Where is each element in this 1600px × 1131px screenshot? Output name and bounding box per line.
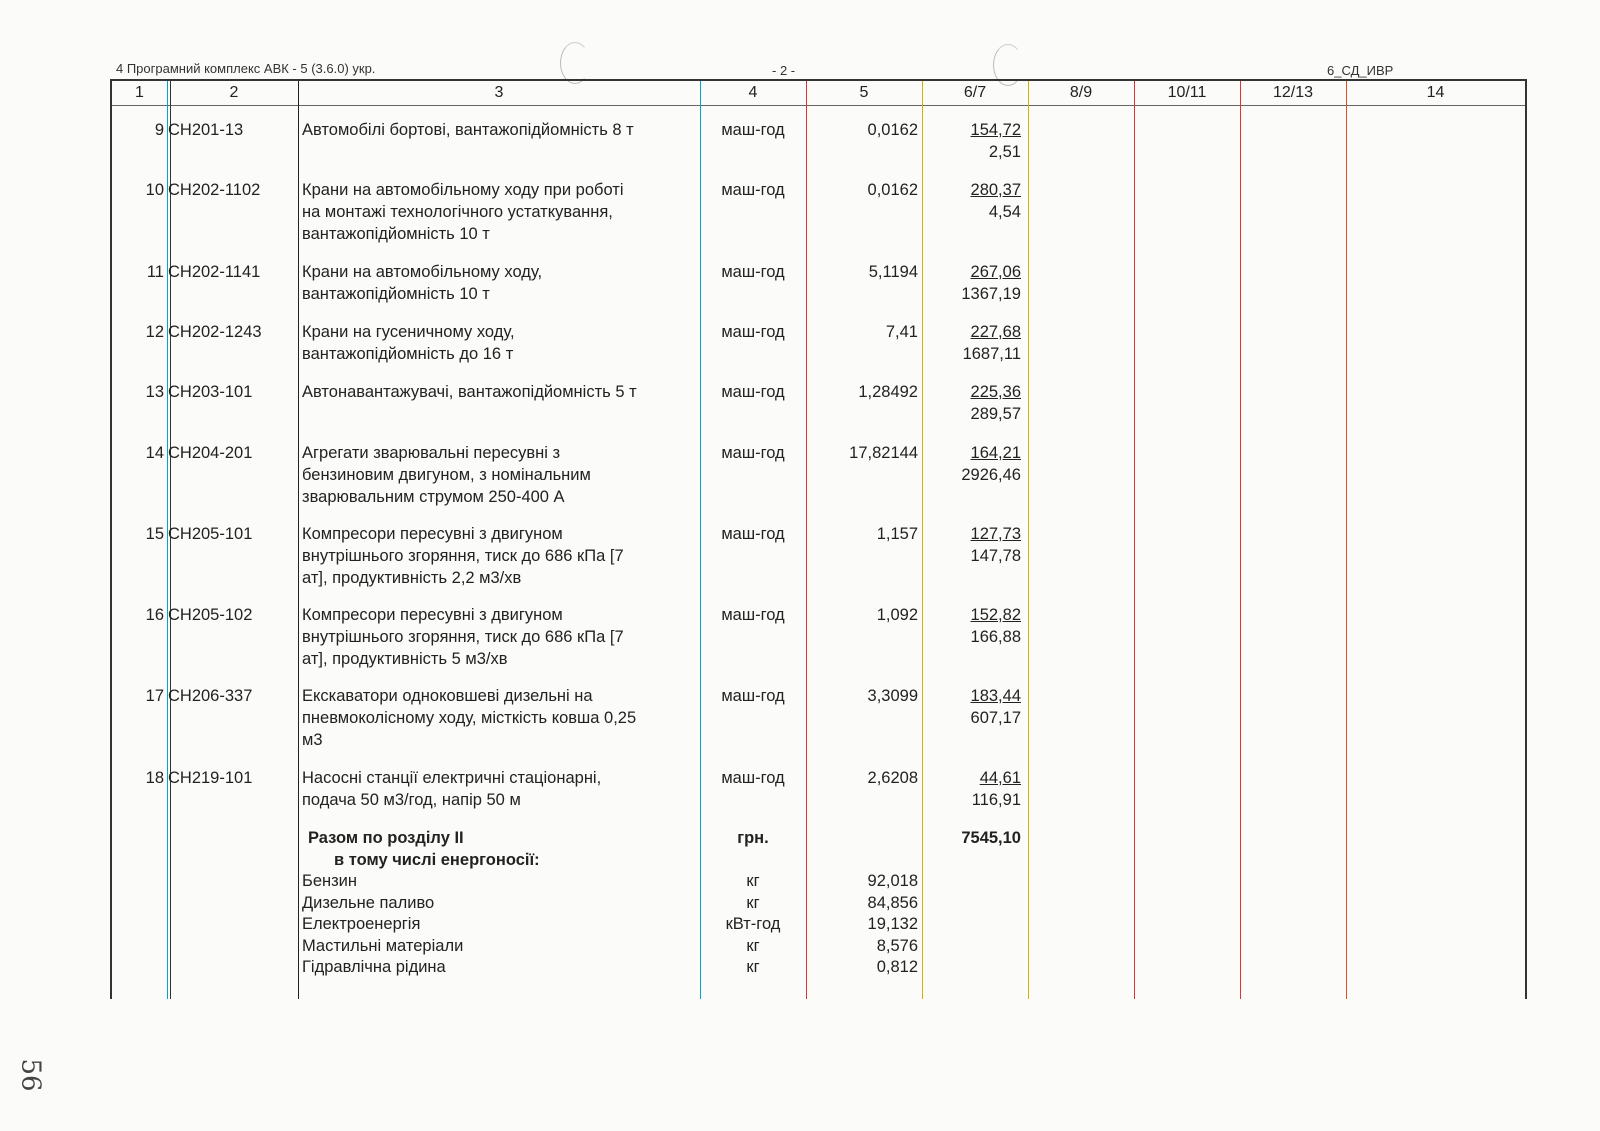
unit-price: 152,82 <box>970 606 1021 624</box>
energy-item-qty: 8,576 <box>876 936 918 955</box>
resource-description: Компресори пересувні з двигуном <box>302 606 563 624</box>
unit-price: 227,68 <box>970 323 1021 341</box>
resource-description: внутрішнього згоряння, тиск до 686 кПа [7 <box>302 628 624 646</box>
energy-item-unit: кВт-год <box>725 915 781 933</box>
cost-total: 1367,19 <box>961 285 1021 303</box>
resource-description: вантажопідйомність до 16 т <box>302 345 514 363</box>
resource-code: СН206-337 <box>168 687 253 705</box>
section-total-value: 7545,10 <box>961 829 1021 847</box>
quantity: 1,092 <box>876 606 918 624</box>
unit: маш-год <box>721 606 785 624</box>
row-number: 13 <box>145 383 164 401</box>
column-number-7: 8/9 <box>1069 84 1093 101</box>
unit-price: 44,61 <box>979 769 1021 787</box>
cost-total: 166,88 <box>970 628 1021 646</box>
unit: маш-год <box>721 383 785 401</box>
cost-total: 289,57 <box>970 405 1021 423</box>
unit-price: 183,44 <box>970 687 1021 705</box>
unit-price: 225,36 <box>970 383 1021 401</box>
resource-description: Крани на автомобільному ходу при роботі <box>302 181 624 199</box>
resource-description: Автонавантажувачі, вантажопідйомність 5 т <box>302 383 637 401</box>
unit-price: 280,37 <box>970 181 1021 199</box>
resource-description: Крани на автомобільному ходу, <box>302 263 543 281</box>
header-doc-code: 6_СД_ИВР <box>1327 63 1394 78</box>
quantity: 3,3099 <box>867 687 918 705</box>
energy-item-unit: кг <box>746 893 760 912</box>
resource-code: СН219-101 <box>168 769 253 787</box>
punch-hole-mark <box>560 42 590 84</box>
resource-description: м3 <box>302 731 323 749</box>
row-number: 9 <box>154 121 164 139</box>
resource-description: Автомобілі бортові, вантажопідйомність 8 т <box>302 121 634 139</box>
resource-code: СН202-1243 <box>168 323 262 341</box>
resource-description: Крани на гусеничному ходу, <box>302 323 515 341</box>
cost-total: 147,78 <box>970 547 1021 565</box>
resource-description: зварювальним струмом 250-400 А <box>302 488 565 506</box>
column-number-6: 6/7 <box>963 84 987 101</box>
resource-description: Агрегати зварювальні пересувні з <box>302 444 561 462</box>
column-divider <box>298 81 299 999</box>
row-number: 16 <box>145 606 164 624</box>
resource-code: СН205-101 <box>168 525 253 543</box>
resource-description: Екскаватори одноковшеві дизельні на <box>302 687 593 705</box>
resource-description: бензиновим двигуном, з номінальним <box>302 466 591 484</box>
column-number-8: 10/11 <box>1167 84 1207 101</box>
energy-subtitle: в тому числі енергоносії: <box>334 851 540 869</box>
energy-item-qty: 84,856 <box>867 893 918 912</box>
resource-description: вантажопідйомність 10 т <box>302 225 490 243</box>
row-number: 10 <box>145 181 164 199</box>
resource-description: Насосні станції електричні стаціонарні, <box>302 769 602 787</box>
column-divider <box>1028 81 1029 999</box>
header-page-number: - 2 - <box>772 63 796 78</box>
energy-item-unit: кг <box>746 958 760 976</box>
column-number-9: 12/13 <box>1272 84 1314 101</box>
column-number-5: 5 <box>859 84 869 101</box>
energy-item-name: Дизельне паливо <box>302 893 435 912</box>
unit-price: 267,06 <box>970 263 1021 281</box>
cost-total: 1687,11 <box>962 345 1021 363</box>
section-total-unit: грн. <box>737 829 769 847</box>
energy-item-unit: кг <box>746 872 760 890</box>
column-number-4: 4 <box>748 84 758 101</box>
resource-description: подача 50 м3/год, напір 50 м <box>302 791 521 809</box>
unit: маш-год <box>721 323 785 341</box>
resource-description: внутрішнього згоряння, тиск до 686 кПа [7 <box>302 547 624 565</box>
energy-item-qty: 92,018 <box>867 872 918 890</box>
row-number: 11 <box>146 263 164 281</box>
cost-total: 116,91 <box>971 791 1021 809</box>
unit: маш-год <box>721 263 785 281</box>
column-divider <box>1346 81 1347 999</box>
resource-description: пневмоколісному ходу, місткість ковша 0,25 <box>302 709 637 727</box>
energy-item-qty: 19,132 <box>867 915 918 933</box>
resource-description: на монтажі технологічного устаткування, <box>302 203 613 221</box>
quantity: 0,0162 <box>867 181 918 199</box>
energy-item-name: Бензин <box>302 872 358 890</box>
estimate-table <box>110 79 1527 999</box>
unit: маш-год <box>721 769 785 787</box>
resource-description: ат], продуктивність 5 м3/хв <box>302 650 508 668</box>
energy-item-name: Мастильні матеріали <box>302 936 464 955</box>
quantity: 7,41 <box>885 323 918 341</box>
quantity: 5,1194 <box>868 263 918 281</box>
unit: маш-год <box>721 525 785 543</box>
column-divider <box>700 81 701 999</box>
quantity: 17,82144 <box>849 444 918 462</box>
quantity: 1,28492 <box>858 383 918 401</box>
quantity: 0,0162 <box>867 121 918 139</box>
quantity: 1,157 <box>876 525 918 543</box>
handwritten-page-number: 56 <box>15 1058 46 1092</box>
column-divider <box>922 81 923 999</box>
energy-item-unit: кг <box>746 936 760 955</box>
section-total-label: Разом по розділу II <box>308 829 464 847</box>
unit: маш-год <box>721 121 785 139</box>
resource-code: СН201-13 <box>168 121 244 139</box>
unit-price: 164,21 <box>970 444 1021 462</box>
unit: маш-год <box>721 444 785 462</box>
resource-description: ат], продуктивність 2,2 м3/хв <box>302 569 522 587</box>
resource-code: СН204-201 <box>168 444 253 462</box>
row-number: 18 <box>145 769 164 787</box>
energy-item-name: Гідравлічна рідина <box>302 958 446 976</box>
cost-total: 2,51 <box>988 143 1021 161</box>
row-number: 17 <box>145 687 164 705</box>
unit-price: 127,73 <box>970 525 1021 543</box>
column-number-1: 1 <box>135 84 144 101</box>
cost-total: 607,17 <box>970 709 1021 727</box>
energy-item-qty: 0,812 <box>876 958 918 976</box>
energy-item-name: Електроенергія <box>302 915 421 933</box>
unit-price: 154,72 <box>970 121 1021 139</box>
column-divider <box>1240 81 1241 999</box>
header-separator <box>112 105 1525 106</box>
row-number: 14 <box>145 444 164 462</box>
resource-code: СН205-102 <box>168 606 253 624</box>
unit: маш-год <box>721 687 785 705</box>
resource-code: СН203-101 <box>168 383 253 401</box>
quantity: 2,6208 <box>867 769 918 787</box>
header-program: 4 Програмний комплекс АВК - 5 (3.6.0) укр. <box>116 61 376 76</box>
column-number-10: 14 <box>1426 84 1445 101</box>
resource-description: вантажопідйомність 10 т <box>302 285 490 303</box>
resource-description: Компресори пересувні з двигуном <box>302 525 563 543</box>
row-number: 15 <box>145 525 164 543</box>
column-divider <box>806 81 807 999</box>
cost-total: 4,54 <box>988 203 1021 221</box>
unit: маш-год <box>721 181 785 199</box>
column-divider <box>1134 81 1135 999</box>
column-number-3: 3 <box>494 84 504 101</box>
row-number: 12 <box>145 323 164 341</box>
cost-total: 2926,46 <box>961 466 1021 484</box>
resource-code: СН202-1102 <box>168 181 261 199</box>
column-number-2: 2 <box>229 84 239 101</box>
resource-code: СН202-1141 <box>168 263 261 281</box>
